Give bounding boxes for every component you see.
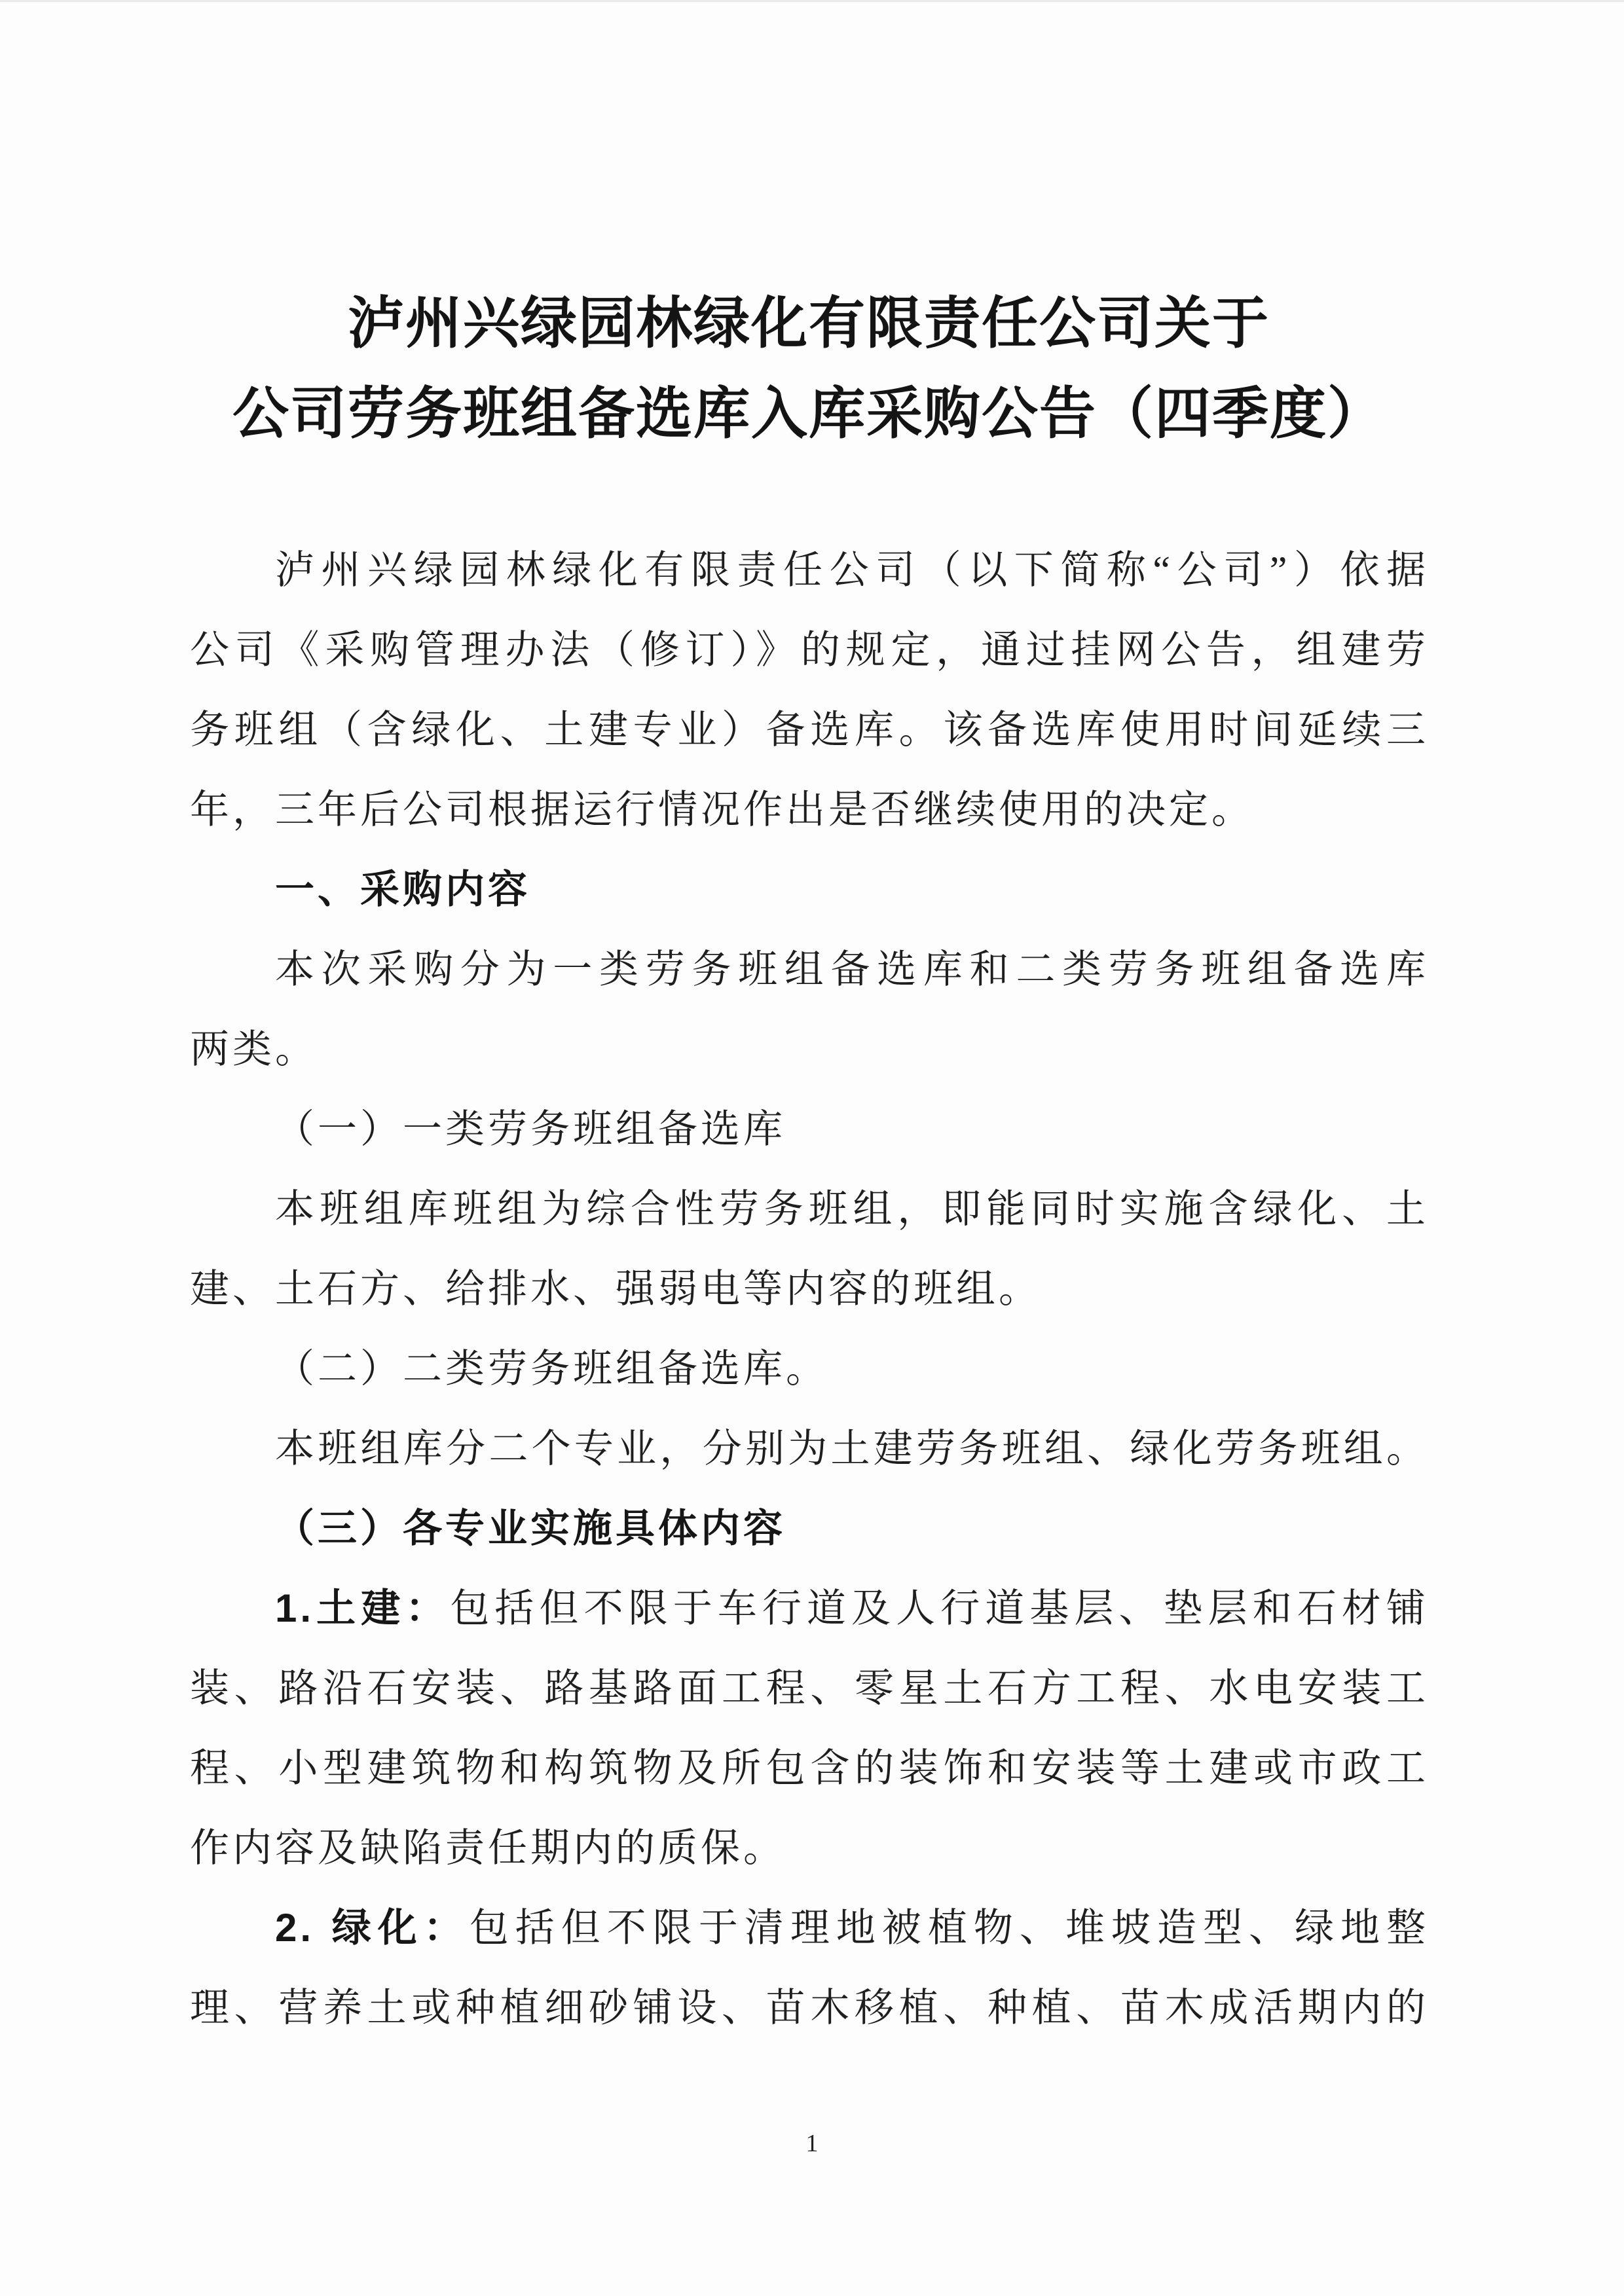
text-line: 理、营养土或种植细砂铺设、苗木移植、种植、苗木成活期内的: [190, 1986, 1429, 2030]
text-line: 程、小型建筑物和构筑物及所包含的装饰和安装等土建或市政工: [190, 1747, 1429, 1790]
text-line: 务班组（含绿化、土建专业）备选库。该备选库使用时间延续三: [190, 708, 1429, 752]
text-line: 公司《采购管理办法（修订）》的规定，通过挂网公告，组建劳: [190, 629, 1429, 672]
page-number: 1: [805, 2130, 819, 2157]
heading-line: （三）各专业实施具体内容: [275, 1506, 786, 1550]
text-line: 本班组库班组为综合性劳务班组，即能同时实施含绿化、土: [275, 1188, 1429, 1231]
line-text: 包括但不限于清理地被植物、堆坡造型、绿地整: [469, 1906, 1429, 1950]
scan-edge-artifact: [0, 0, 1624, 2]
text-line: 年，三年后公司根据运行情况作出是否继续使用的决定。: [190, 788, 1254, 831]
line-bold-prefix: 1.土建：: [275, 1586, 451, 1630]
text-line: 泸州兴绿园林绿化有限责任公司（以下简称“公司”）依据: [275, 549, 1429, 592]
title-line-1: 泸州兴绿园林绿化有限责任公司关于: [348, 292, 1270, 355]
document-body: [190, 530, 1429, 2048]
text-line: （一）一类劳务班组备选库: [275, 1108, 786, 1151]
document-title: [190, 278, 1428, 459]
text-line: [190, 1569, 1429, 1649]
line-bold-prefix: 2. 绿化：: [275, 1906, 470, 1950]
text-line: 两类。: [190, 1028, 318, 1071]
text-line: 装、路沿石安装、路基路面工程、零星土石方工程、水电安装工: [190, 1667, 1429, 1710]
line-text: 包括但不限于车行道及人行道基层、垫层和石材铺: [450, 1587, 1429, 1630]
text-line: （二）二类劳务班组备选库。: [275, 1347, 828, 1391]
title-line-2: 公司劳务班组备选库入库采购公告（四季度）: [232, 382, 1385, 445]
text-line: 本班组库分二个专业，分别为土建劳务班组、绿化劳务班组。: [275, 1427, 1429, 1470]
text-line: 作内容及缺陷责任期内的质保。: [190, 1827, 786, 1870]
text-line: 本次采购分为一类劳务班组备选库和二类劳务班组备选库: [275, 948, 1429, 991]
text-line: 建、土石方、给排水、强弱电等内容的班组。: [190, 1267, 1041, 1311]
text-line: [190, 1888, 1429, 1968]
heading-line: 一、采购内容: [275, 867, 530, 911]
